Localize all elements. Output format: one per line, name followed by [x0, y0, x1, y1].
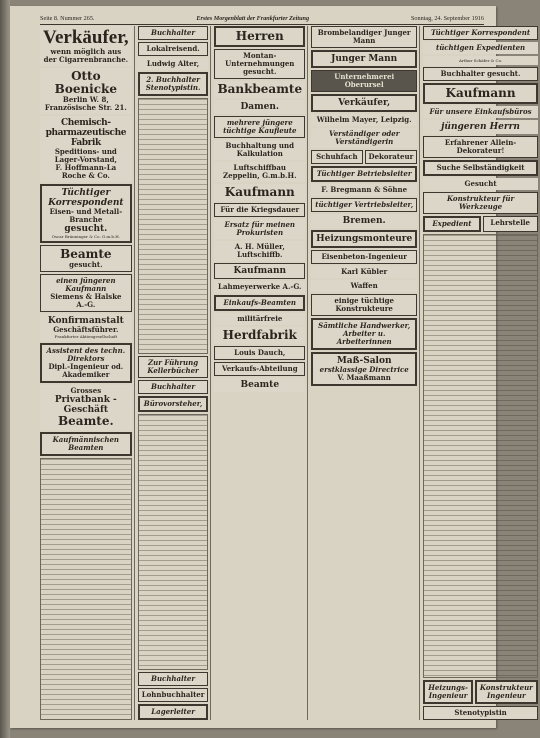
- ad-headline: Lokalreisend.: [146, 44, 200, 53]
- ad-prokurist: [214, 219, 305, 239]
- ad-anstalt: [40, 314, 132, 341]
- column-5: [423, 26, 540, 720]
- ad-headline: Buchhalter: [151, 674, 196, 683]
- ad-headline: Ersatz für meinen Prokuristen: [224, 220, 296, 237]
- ad-herdfabrik: [214, 327, 305, 344]
- ad-kaufm-beamten: [40, 432, 132, 456]
- column-4: [311, 26, 420, 720]
- ad-expedient: [423, 216, 480, 232]
- ad-headline: Für die Kriegsdauer: [220, 205, 300, 214]
- ad-headline: einige tüchtige Konstrukteure: [334, 296, 394, 313]
- ad-lahmeyer: [214, 281, 305, 293]
- ad-headline: Buchhalter gesucht.: [440, 69, 521, 78]
- ad-stenotypistin-2: [423, 706, 538, 720]
- ad-bremen: [311, 214, 417, 228]
- ad-buchhalter-1: [138, 26, 209, 40]
- ad-headline: Privatbank - Geschäft: [54, 395, 117, 415]
- small-print-block: [423, 234, 538, 678]
- small-print-block: [40, 458, 132, 720]
- ad-buchhalter-2: [138, 380, 209, 394]
- ad-headline: Kaufmann: [224, 185, 295, 199]
- ad-mueller: [214, 241, 305, 261]
- ad-korrespondent-2: [423, 26, 538, 40]
- ad-firm: V. Maaßmann: [337, 373, 391, 382]
- ad-herren: [214, 26, 305, 47]
- ad-schuhfach: [311, 150, 362, 164]
- ad-junger-mann-1: [311, 26, 417, 48]
- ad-headline: Konstrukteur für Werkzeuge: [446, 194, 515, 211]
- ad-oberursel: [311, 70, 417, 92]
- ad-headline: Heizungs-Ingenieur: [428, 683, 468, 700]
- ad-headline: 2. Buchhalter Stenotypistin.: [145, 75, 201, 92]
- ad-firm: Oscar Bräuninger & Co. G.m.b.H.: [51, 234, 120, 239]
- ad-korrespondent: [40, 184, 132, 243]
- ad-juengerer-herr: [423, 120, 538, 134]
- ad-buchhalter-gesucht: [423, 67, 538, 81]
- ad-headline: Erfahrener Allein-Dekorateur!: [444, 138, 517, 155]
- ad-columns: [40, 26, 533, 720]
- ad-subline: erstklassige Directrice: [319, 365, 409, 374]
- ad-lagerleiter: [138, 704, 209, 720]
- ad-headline: Luftschiffbau Zeppelin, G.m.b.H.: [223, 163, 297, 180]
- ad-headline: Beamte: [60, 247, 112, 261]
- ad-einkaufsbueros: [423, 106, 538, 118]
- ad-expedienten: [423, 42, 538, 54]
- ad-verkaeufer-2: [311, 94, 417, 112]
- ad-verkaeufer: [40, 26, 132, 66]
- ad-headline: mehrere jüngere tüchtige Kaufleute: [223, 118, 297, 135]
- ad-headline: Buchhalter: [151, 28, 196, 37]
- ad-mass-salon: [311, 352, 417, 386]
- small-print-block: [138, 414, 209, 670]
- ad-headline: Arthur Schäfer & Co.: [458, 58, 503, 63]
- ad-schaefer: [423, 56, 538, 65]
- ad-gesucht: [423, 178, 538, 190]
- ad-headline: Chemisch-pharmazeutische Fabrik: [45, 118, 127, 148]
- ad-lokalreisend: [138, 42, 209, 56]
- ad-headline: F. Bregmann & Söhne: [321, 185, 408, 194]
- ad-headline: Damen.: [240, 102, 280, 112]
- ad-headline: Schuhfach: [316, 152, 358, 161]
- ad-headline: Brombelandiger Junger Mann: [317, 28, 411, 45]
- ad-headline: Tüchtiger Betriebsleiter: [316, 169, 412, 178]
- ad-headline: tüchtigen Expedienten: [435, 43, 526, 52]
- ad-headline: Zur Führung Kellerbücher: [147, 358, 199, 375]
- ad-headline: Dekorateur: [368, 152, 414, 161]
- ad-firm: Siemens & Halske A.-G.: [50, 292, 122, 309]
- ad-headline: Konfirmanstalt: [47, 316, 124, 326]
- ad-headline: Verständiger oder Verständigerin: [328, 129, 400, 146]
- ad-headline: Waffen: [350, 281, 378, 290]
- ad-headline: Buchhaltung und Kalkulation: [225, 141, 294, 158]
- ad-subline: Speditions- und Lager-Vorstand,: [54, 147, 117, 164]
- ad-subline: Dipl.-Ingenieur od. Akademiker: [48, 362, 124, 379]
- ad-headline: Louis Dauch,: [234, 348, 286, 357]
- ad-lohnbuchhalter: [138, 688, 209, 702]
- ad-headline: Sämtliche Handwerker, Arbeiter u. Arbeiterinnen: [318, 321, 411, 346]
- ad-kaufmann-2: [214, 263, 305, 279]
- ad-verkaufs-abteilung: [214, 362, 305, 376]
- ad-betriebsleiter: [311, 166, 417, 182]
- ad-headline: Tüchtiger Korrespondent: [48, 188, 124, 208]
- ad-militaerfreie: [214, 313, 305, 325]
- ad-junger-mann-2: [311, 50, 417, 68]
- ad-vertriebsleiter: [311, 198, 417, 212]
- ad-zeppelin: [214, 162, 305, 182]
- ad-kalkulation: [214, 140, 305, 160]
- ad-headline: Verkäufer,: [43, 27, 129, 48]
- ad-buerovorsteher: [138, 396, 209, 412]
- ad-einkaufs-beamten: [214, 295, 305, 311]
- ad-headline: Bremen.: [342, 216, 386, 226]
- ad-headline: Kaufmann: [445, 86, 516, 100]
- ad-bankbeamte: [214, 81, 305, 98]
- ad-heizungsmonteure: [311, 230, 417, 248]
- ad-headline: Stenotypistin: [454, 708, 507, 717]
- ad-verstaendiger: [311, 128, 417, 148]
- ad-headline: Karl Kübler: [341, 267, 388, 276]
- ad-headline: Konstrukteur Ingenieur: [479, 683, 533, 700]
- ad-dauch: [214, 346, 305, 360]
- ad-kaufleute: [214, 116, 305, 138]
- ad-headline: Assistent des techn. Direktors: [46, 346, 126, 363]
- ad-montan: [214, 49, 305, 79]
- ad-headline: Buchhalter: [151, 382, 196, 391]
- ad-konstrukteur-ingenieur: [475, 680, 538, 704]
- ad-eisenbeton: [311, 250, 417, 264]
- ad-headline: Kaufmännischen Beamten: [52, 435, 120, 452]
- ad-dekorateur-2: [423, 136, 538, 158]
- ad-headline: Lagerleiter: [151, 707, 195, 716]
- ad-headline: Eisenbeton-Ingenieur: [321, 252, 407, 261]
- ad-werkzeuge: [423, 192, 538, 214]
- issue-date: Sonntag, 24. September 1916: [410, 14, 484, 22]
- ad-headline: Junger Mann: [331, 54, 398, 64]
- ad-assistent: [40, 343, 132, 383]
- ad-headline: einen jüngeren Kaufmann: [56, 276, 116, 293]
- ad-row: [423, 216, 538, 232]
- ad-headline: Tüchtiger Korrespondent: [431, 28, 531, 37]
- ad-waffen: [311, 280, 417, 292]
- ad-buchhalter-3: [138, 672, 209, 686]
- masthead: Erstes Morgenblatt der Frankfurter Zeitung: [196, 14, 310, 22]
- ad-headline: Suche Selbständigkeit: [436, 163, 525, 172]
- ad-headline: Montan-Unternehmungen gesucht.: [225, 51, 295, 76]
- newspaper-page: [10, 6, 533, 728]
- ad-kaufmann-3: [423, 83, 538, 104]
- ad-row: [311, 150, 417, 164]
- column-3: [214, 26, 308, 720]
- ad-headline: Gesucht: [464, 179, 497, 188]
- ad-stenotypistin: [138, 72, 209, 96]
- ad-boenicke: [40, 68, 132, 114]
- ad-subline: Berlin W. 8, Französische Str. 21.: [44, 95, 127, 112]
- ad-damen: [214, 100, 305, 114]
- ad-headline: Lohnbuchhalter: [141, 690, 205, 699]
- ad-headline: Kaufmann: [233, 266, 287, 276]
- ad-alter: [138, 58, 209, 70]
- ad-headline: Unternehmerei Oberursel: [334, 72, 395, 89]
- ad-headline: A. H. Müller, Luftschiffb.: [234, 242, 285, 259]
- ad-headline: Expedient: [432, 219, 472, 228]
- ad-kicker: Grosses: [70, 386, 102, 395]
- ad-headline: Lahmeyerwerke A.-G.: [218, 282, 302, 291]
- ad-headline: Maß-Salon: [336, 356, 392, 366]
- ad-headline: Herdfabrik: [222, 328, 297, 342]
- ad-firm: F. Hoffmann-La Roche & Co.: [55, 163, 117, 180]
- page-number: Seite 8. Nummer 265.: [40, 14, 95, 22]
- ad-headline: Beamte: [240, 380, 280, 390]
- ad-kuebler: [311, 266, 417, 278]
- ad-headline: Bankbeamte: [217, 82, 303, 96]
- ad-headline: militärfreie: [237, 314, 283, 323]
- ad-chemisch: [40, 116, 132, 182]
- ad-lehrstelle: [483, 216, 538, 232]
- page-header: [40, 12, 484, 25]
- ad-mayer: [311, 114, 417, 126]
- book-spine: [0, 0, 10, 738]
- ad-dekorateur: [365, 150, 418, 164]
- ad-keyword: Beamte.: [58, 414, 114, 428]
- ad-headline: Wilhelm Mayer, Leipzig.: [316, 115, 412, 124]
- ad-headline: Einkaufs-Beamten: [223, 298, 297, 307]
- ad-headline: Bürovorsteher,: [143, 399, 203, 408]
- ad-headline: Herren: [235, 29, 284, 43]
- ad-firm: Frankfurter Aktiengesellschaft: [54, 334, 118, 339]
- ad-row: [423, 680, 538, 704]
- ad-headline: Heizungsmonteure: [316, 234, 413, 244]
- ad-headline: Ludwig Alter,: [146, 59, 200, 68]
- ad-headline: jüngeren Herrn: [441, 122, 520, 132]
- ad-kriegsdauer: [214, 203, 305, 217]
- ad-bregmann: [311, 184, 417, 196]
- ad-subline: Eisen- und Metall-Branche: [49, 207, 123, 224]
- ad-handwerker: [311, 318, 417, 350]
- ad-konstrukteure: [311, 294, 417, 316]
- ad-selbstaendigkeit: [423, 160, 538, 176]
- ad-headline: Verkäufer,: [338, 98, 391, 108]
- ad-siemens: [40, 274, 132, 312]
- ad-beamte: [40, 245, 132, 272]
- ad-subline: gesucht.: [69, 260, 103, 269]
- ad-headline: tüchtiger Vertriebsleiter,: [315, 200, 414, 209]
- column-1: [40, 26, 135, 720]
- ad-headline: Otto Boenicke: [54, 69, 117, 96]
- ad-kellerbuecher: [138, 356, 209, 378]
- ad-headline: Für unsere Einkaufsbüros: [429, 107, 532, 116]
- ad-subline: wenn möglich aus der Cigarrenbranche.: [43, 47, 129, 64]
- ad-headline: Lehrstelle: [490, 218, 530, 227]
- column-2: [138, 26, 212, 720]
- small-print-block: [138, 98, 209, 354]
- ad-privatbank: [40, 385, 132, 430]
- ad-subline: Geschäftsführer.: [53, 325, 119, 334]
- ad-headline: Verkaufs-Abteilung: [221, 364, 298, 373]
- ad-heizungs-ingenieur: [423, 680, 473, 704]
- ad-kaufmann-1: [214, 184, 305, 201]
- ad-beamte-2: [214, 378, 305, 392]
- ad-keyword: gesucht.: [64, 224, 108, 234]
